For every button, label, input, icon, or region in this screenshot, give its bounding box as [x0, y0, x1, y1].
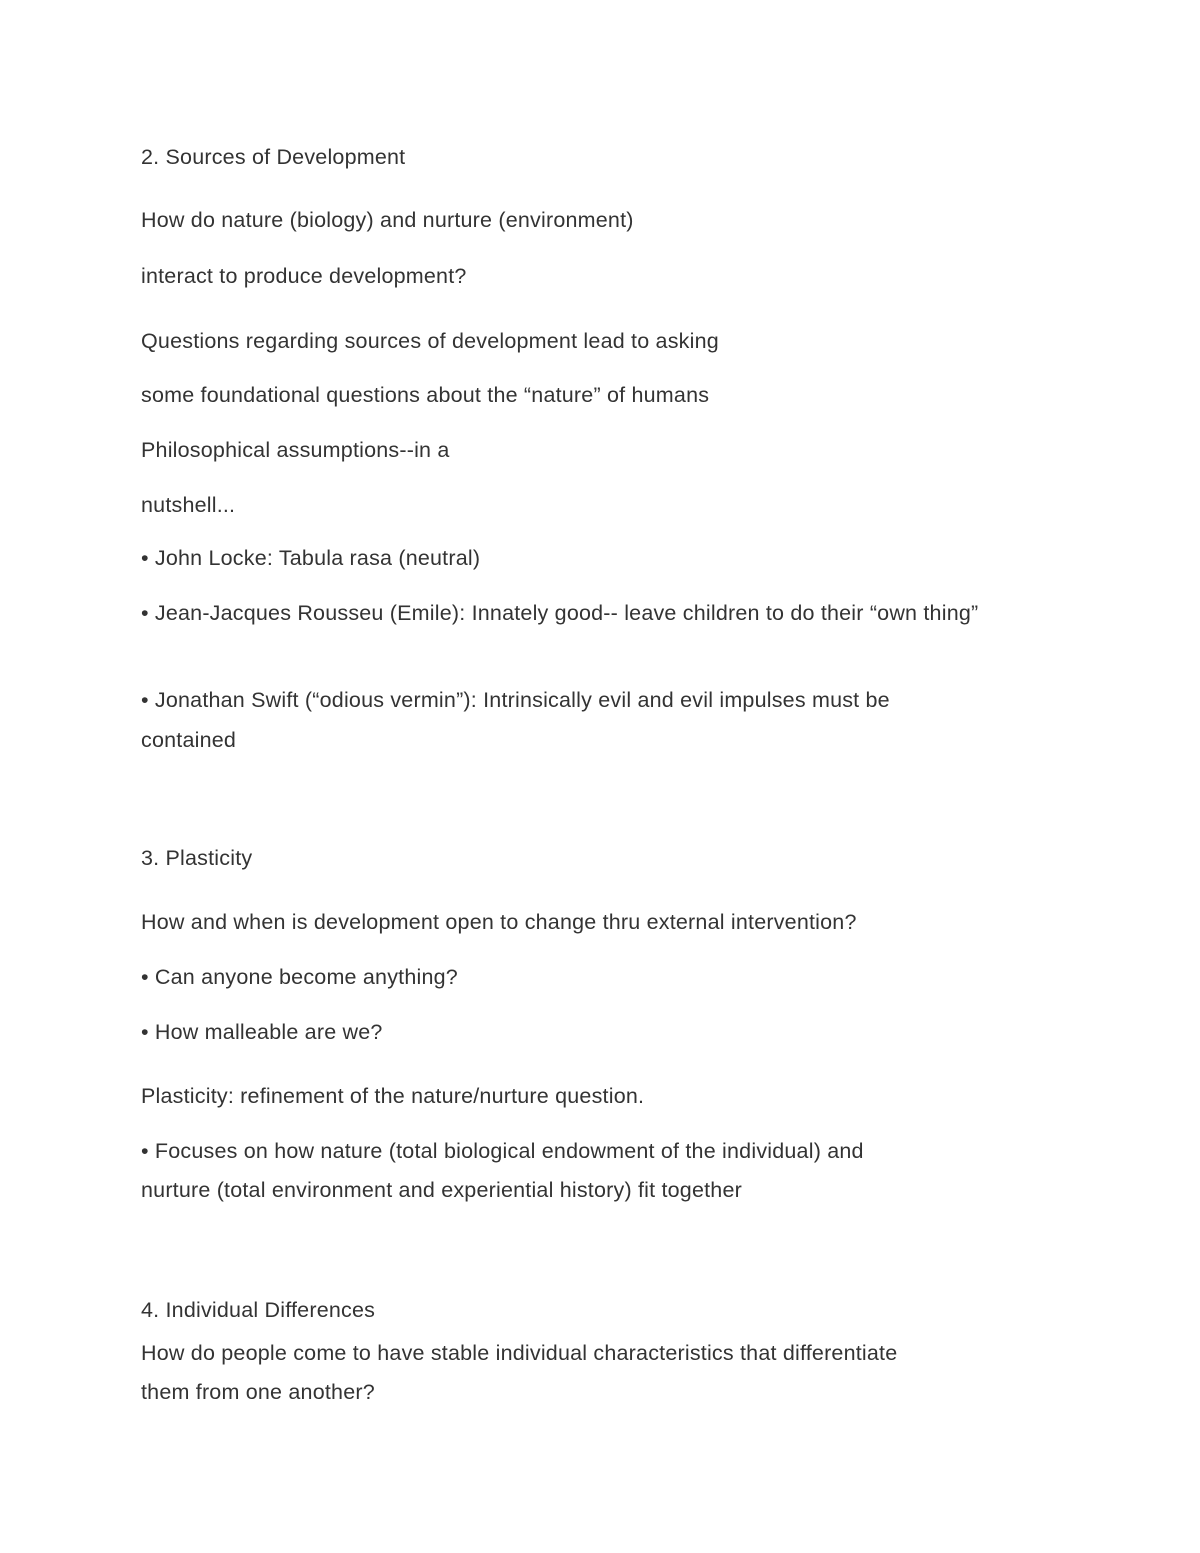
bullet-focus-line-1: • Focuses on how nature (total biological endowment of the individual) and	[141, 1139, 864, 1163]
section-4-question-line-2: them from one another?	[141, 1380, 375, 1404]
philosophical-assumptions-line-1: Philosophical assumptions--in a	[141, 438, 450, 462]
bullet-rousseau: • Jean-Jacques Rousseu (Emile): Innately good-- leave children to do their “own thing”	[141, 601, 979, 625]
bullet-anyone: • Can anyone become anything?	[141, 965, 458, 989]
section-4-question-line-1: How do people come to have stable individual characteristics that differentiate	[141, 1341, 898, 1365]
section-2-paragraph-line-1: Questions regarding sources of development lead to asking	[141, 329, 719, 353]
section-4-heading: 4. Individual Differences	[141, 1298, 376, 1322]
philosophical-assumptions-line-2: nutshell...	[141, 493, 236, 517]
section-2-question-line-2: interact to produce development?	[141, 264, 467, 288]
section-2-heading: 2. Sources of Development	[141, 145, 406, 169]
bullet-locke: • John Locke: Tabula rasa (neutral)	[141, 546, 481, 570]
section-3-heading: 3. Plasticity	[141, 846, 253, 870]
bullet-focus-line-2: nurture (total environment and experiential history) fit together	[141, 1178, 742, 1202]
bullet-swift-line-2: contained	[141, 728, 237, 752]
bullet-malleable: • How malleable are we?	[141, 1020, 383, 1044]
section-2-paragraph-line-2: some foundational questions about the “nature” of humans	[141, 383, 710, 407]
section-2-question-line-1: How do nature (biology) and nurture (environment)	[141, 208, 634, 232]
section-3-question: How and when is development open to change thru external intervention?	[141, 910, 857, 934]
bullet-swift-line-1: • Jonathan Swift (“odious vermin”): Intrinsically evil and evil impulses must be	[141, 688, 890, 712]
plasticity-definition: Plasticity: refinement of the nature/nurture question.	[141, 1084, 645, 1108]
